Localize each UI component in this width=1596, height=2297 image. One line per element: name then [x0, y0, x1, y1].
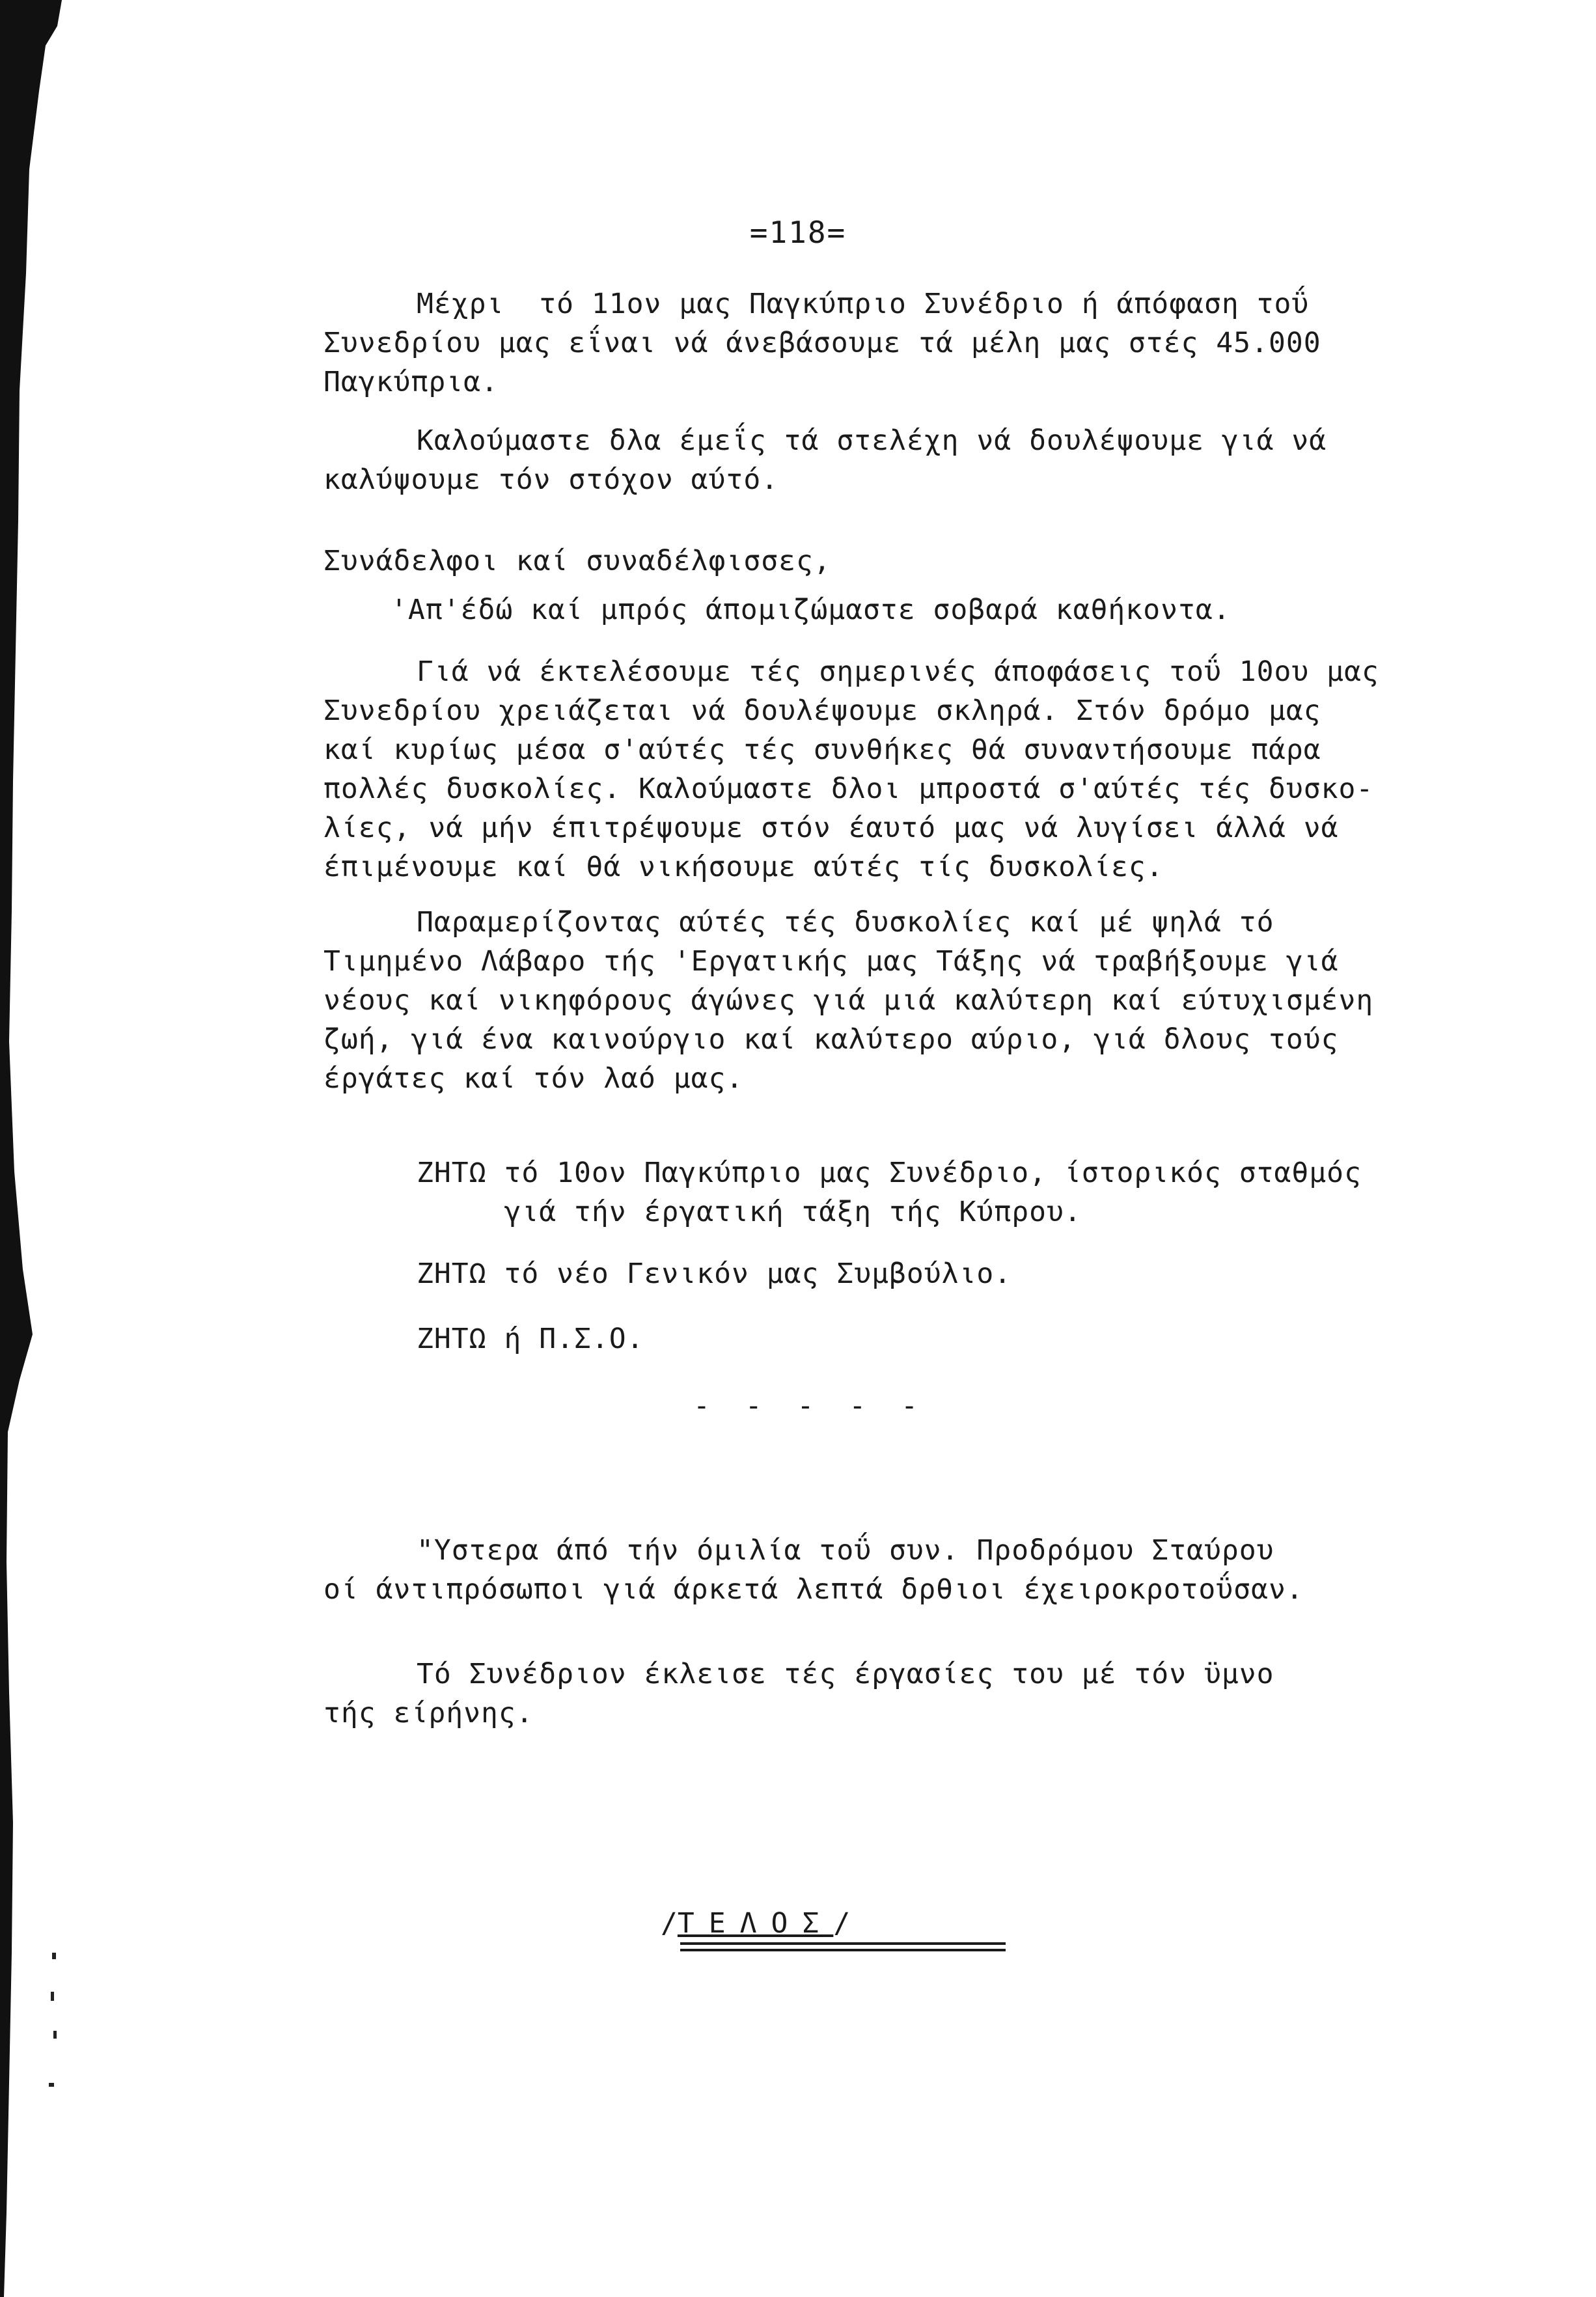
- text-line: καί κυρίως μέσα σ'αύτές τές συνθήκες θά συναντήσουμε πάρα: [323, 734, 1321, 766]
- slogan-line: ΖΗΤΩ τό νέο Γενικόν μας Συμβούλιο.: [417, 1258, 1012, 1290]
- slogan-line: ΖΗΤΩ τό 10ον Παγκύπριο μας Συνέδριο, ίστορικός σταθμός: [417, 1157, 1362, 1189]
- text-line: Γιά νά έκτελέσουμε τές σημερινές άποφάσεις τοΰ 10ου μας: [417, 655, 1379, 688]
- text-line: έργάτες καί τόν λαό μας.: [323, 1062, 744, 1095]
- text-line: Τιμημένο Λάβαρο τής 'Εργατικής μας Τάξης νά τραβήξουμε γιά: [323, 945, 1339, 978]
- text-line: νέους καί νικηφόρους άγώνες γιά μιά καλύτερη καί εύτυχισμένη: [323, 984, 1374, 1017]
- text-line: 'Απ'έδώ καί μπρός άπομιζώμαστε σοβαρά καθήκοντα.: [391, 594, 1231, 626]
- text-line: τής είρήνης.: [323, 1697, 534, 1729]
- slogan-line: γιά τήν έργατική τάξη τής Κύπρου.: [417, 1196, 1082, 1228]
- text-line: Τό Συνέδριον έκλεισε τές έργασίες του μέ τόν ϋμνο: [417, 1658, 1274, 1690]
- text-line: καλύψουμε τόν στόχον αύτό.: [323, 463, 779, 496]
- end-mark: [661, 1907, 850, 1940]
- text-line: οί άντιπρόσωποι γιά άρκετά λεπτά δρθιοι έχειροκροτοΰσαν.: [323, 1573, 1304, 1606]
- end-mark-close: /: [833, 1907, 851, 1940]
- text-line: πολλές δυσκολίες. Καλούμαστε δλοι μπροστά σ'αύτές τές δυσκο-: [323, 773, 1374, 805]
- scan-edge-shadow: [0, 0, 78, 2297]
- text-line: λίες, νά μήν έπιτρέψουμε στόν έαυτό μας νά λυγίσει άλλά νά: [323, 812, 1339, 844]
- text-line: ζωή, γιά ένα καινούργιο καί καλύτερο αύριο, γιά δλους τούς: [323, 1023, 1339, 1056]
- end-mark-double-rule: [680, 1942, 1006, 1951]
- text-line: Συνεδρίου μας εΐναι νά άνεβάσουμε τά μέλη μας στές 45.000: [323, 327, 1321, 359]
- section-separator: - - - - -: [693, 1390, 927, 1422]
- page-number: =118=: [749, 215, 847, 250]
- salutation: Συνάδελφοι καί συναδέλφισσες,: [323, 545, 831, 577]
- text-line: Μέχρι τό 11ον μας Παγκύπριο Συνέδριο ή άπόφαση τοΰ: [417, 288, 1310, 320]
- text-line: Παγκύπρια.: [323, 366, 499, 398]
- end-mark-open: /: [661, 1907, 678, 1940]
- text-line: Συνεδρίου χρειάζεται νά δουλέψουμε σκληρά. Στόν δρόμο μας: [323, 695, 1321, 727]
- end-mark-word: ΤΕΛΟΣ: [677, 1907, 834, 1940]
- text-line: "Υστερα άπό τήν όμιλία τοΰ συν. Προδρόμου Σταύρου: [417, 1534, 1274, 1567]
- slogan-line: ΖΗΤΩ ή Π.Σ.Ο.: [417, 1323, 644, 1355]
- text-line: έπιμένουμε καί θά νικήσουμε αύτές τίς δυσκολίες.: [323, 851, 1164, 883]
- text-line: Καλούμαστε δλα έμεΐς τά στελέχη νά δουλέψουμε γιά νά: [417, 424, 1327, 457]
- text-line: Παραμερίζοντας αύτές τές δυσκολίες καί μέ ψηλά τό: [417, 906, 1274, 939]
